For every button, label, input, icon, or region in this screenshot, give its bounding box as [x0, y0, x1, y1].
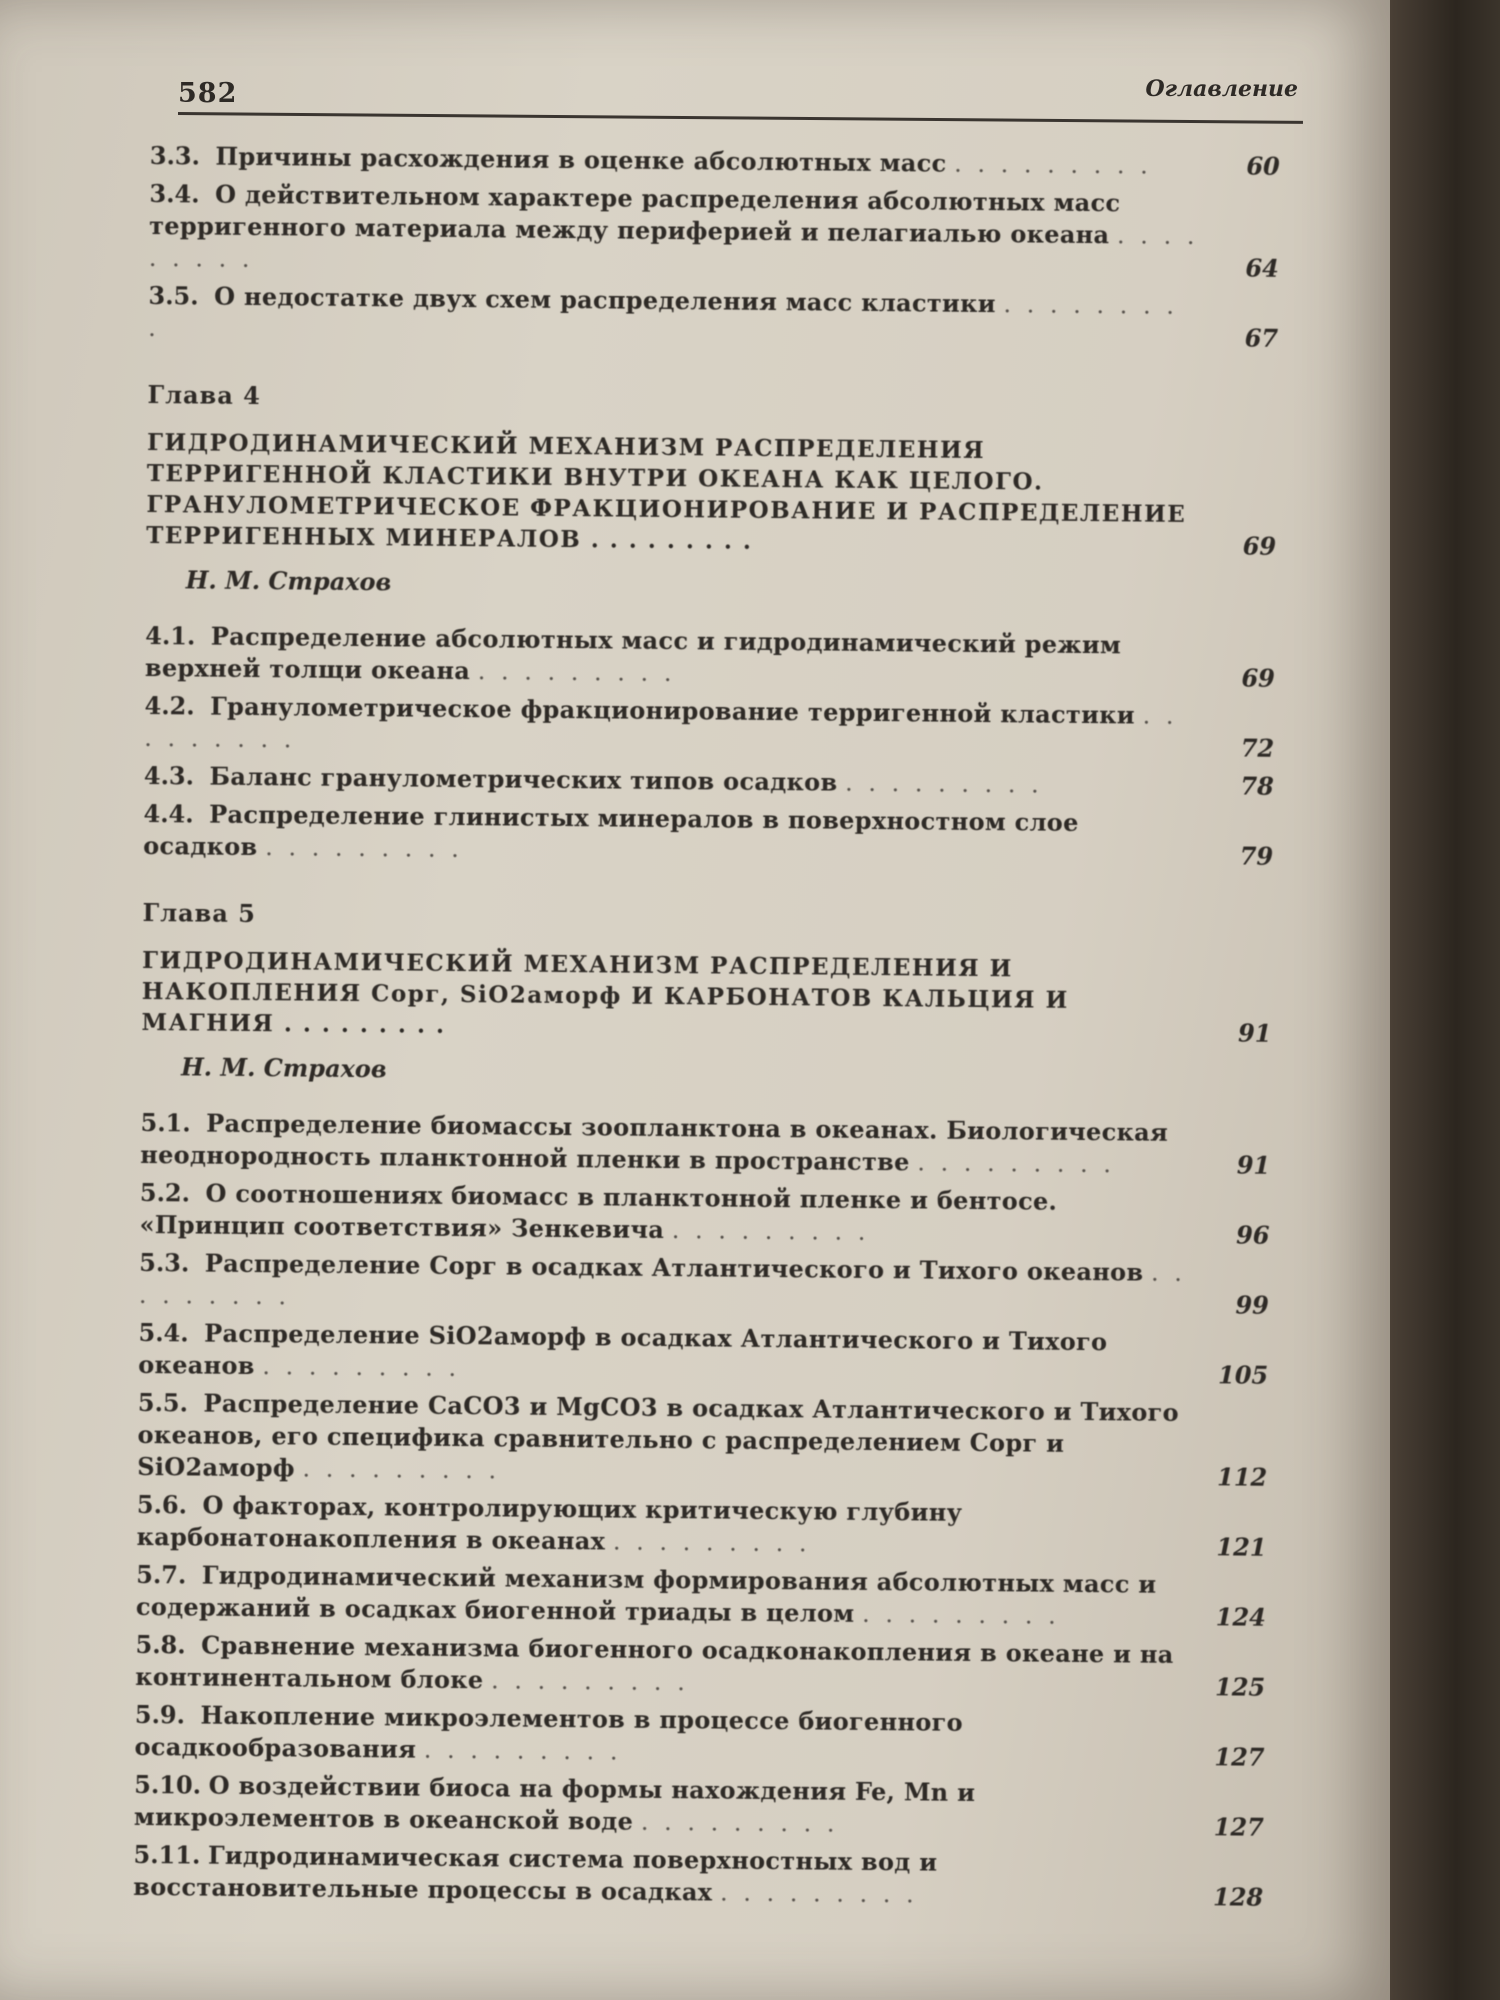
toc-entry — [149, 178, 1280, 285]
dot-leader: . . . . . . . . . — [265, 833, 463, 864]
entry-title: Гидродинамическая система поверхностных вод и восстановительные процессы в осадках — [133, 1840, 938, 1907]
toc-entry — [148, 280, 1279, 355]
chapter-author: Н. М. Страхов — [185, 565, 392, 597]
chapter-author: Н. М. Страхов — [180, 1052, 387, 1084]
entry-page: 127 — [1214, 1742, 1265, 1772]
entry-title: Распределение Сорг в осадках Атлантического и Тихого океанов — [204, 1248, 1144, 1287]
entry-title: Распределение SiO2аморф в осадках Атлантического и Тихого океанов — [138, 1318, 1108, 1381]
dot-leader: . . . . . . . . . — [477, 657, 676, 688]
entry-title: Распределение абсолютных масс и гидродинамический режим верхней толщи океана — [144, 621, 1122, 686]
entry-page: 128 — [1212, 1882, 1264, 1912]
toc-entry — [143, 798, 1274, 873]
toc-entry — [144, 760, 1274, 803]
entry-title: Накопление микроэлементов в процессе биогенного осадкообразования — [134, 1700, 964, 1764]
entry-page: 112 — [1216, 1462, 1268, 1492]
entry-title: Распределение CaCO3 и MgCO3 в осадках Атлантического и Тихого океанов, его специфика сравнительно с распределением Сорг и SiO2аморф — [137, 1388, 1180, 1483]
entry-number: 4.3. — [143, 760, 195, 791]
page-number: 582 — [178, 78, 238, 109]
toc-entry — [136, 1559, 1267, 1634]
dot-leader: . . . . . . . . . — [861, 1599, 1060, 1630]
entry-number: 5.6. — [136, 1489, 188, 1520]
entry-number: 5.4. — [138, 1317, 189, 1348]
entry-title: Баланс гранулометрических типов осадков — [209, 761, 838, 797]
entry-page: 67 — [1244, 323, 1279, 353]
entry-page: 64 — [1245, 253, 1279, 283]
dot-leader: . . . . . . . . . — [917, 1148, 1116, 1179]
chapter-title-text: ГИДРОДИНАМИЧЕСКИЙ МЕХАНИЗМ РАСПРЕДЕЛЕНИЯ И НАКОПЛЕНИЯ Сорг, SiO2аморф И КАРБОНАТОВ КАЛЬЦИЯ И МАГНИЯ — [141, 946, 1069, 1038]
entry-page: 91 — [1236, 1150, 1271, 1180]
entry-number: 5.11. — [133, 1839, 201, 1870]
toc-entry — [134, 1699, 1265, 1774]
toc-entry — [133, 1839, 1264, 1914]
entry-number: 3.5. — [148, 280, 199, 311]
running-head: Оглавление — [1145, 76, 1298, 102]
dot-leader: . . . . . . . . . — [148, 290, 1179, 343]
dot-leader: . . . . . . . . . — [283, 1010, 446, 1039]
toc-entry — [140, 1107, 1271, 1182]
chapter-page: 91 — [1237, 1018, 1272, 1048]
entry-title: О действительном характере распределения абсолютных масс терригенного материала между периферией и пелагиалью океана — [149, 179, 1121, 250]
toc-entry — [139, 1177, 1270, 1252]
entry-title: О факторах, контролирующих критическую глубину карбонатонакопления в океанах — [136, 1490, 963, 1556]
dot-leader: . . . . . . . . . — [954, 149, 1152, 180]
entry-page: 124 — [1215, 1602, 1267, 1632]
entry-page: 60 — [1246, 151, 1280, 181]
chapter-title — [146, 427, 1277, 562]
page-header — [178, 74, 1298, 114]
dot-leader: . . . . . . . . . — [590, 526, 753, 555]
entry-title: О воздействии биоса на формы нахождения Fe, Mn и микроэлементов в океанской воде — [133, 1770, 976, 1836]
toc-entry — [145, 620, 1276, 695]
dot-leader: . . . . . . . . . — [423, 1735, 622, 1766]
entry-page: 79 — [1239, 841, 1274, 871]
book-gutter — [1390, 0, 1500, 2000]
dot-leader: . . . . . . . . . — [640, 1807, 839, 1838]
dot-leader: . . . . . . . . . — [144, 701, 1178, 754]
entry-number: 5.7. — [136, 1559, 187, 1590]
entry-page: 69 — [1241, 663, 1276, 693]
entry-page: 99 — [1235, 1290, 1270, 1320]
entry-title: Распределение биомассы зоопланктона в океанах. Биологическая неоднородность планктонной пленки в пространстве — [140, 1108, 1169, 1177]
entry-page: 127 — [1213, 1812, 1264, 1842]
entry-title: Гидродинамический механизм формирования абсолютных масс и содержаний в осадках биогенной триады в целом — [135, 1560, 1157, 1628]
entry-number: 5.9. — [134, 1699, 186, 1730]
dot-leader: . . . . . . . . . — [844, 768, 1043, 799]
entry-title: Распределение глинистых минералов в поверхностном слое осадков — [143, 799, 1079, 862]
entry-page: 105 — [1217, 1360, 1269, 1390]
entry-page: 125 — [1214, 1672, 1266, 1702]
chapter-label: Глава 5 — [142, 897, 257, 929]
toc-entry — [136, 1489, 1267, 1564]
entry-page: 78 — [1240, 771, 1274, 801]
dot-leader: . . . . . . . . . — [302, 1454, 501, 1485]
entry-number: 4.1. — [145, 620, 196, 651]
dot-leader: . . . . . . . . . — [719, 1878, 918, 1909]
entry-number: 5.5. — [137, 1387, 189, 1418]
toc-entry — [134, 1769, 1265, 1844]
entry-title: Сравнение механизма биогенного осадконакопления в океане и на континентальном блоке — [135, 1630, 1174, 1695]
toc-entry — [138, 1317, 1269, 1392]
entry-page: 96 — [1235, 1220, 1270, 1250]
toc-entry — [139, 1247, 1270, 1322]
entry-number: 5.3. — [139, 1247, 190, 1278]
dot-leader: . . . . . . . . . — [148, 221, 1199, 273]
entry-number: 3.4. — [149, 178, 200, 209]
entry-page: 72 — [1240, 733, 1275, 763]
entry-page: 121 — [1216, 1532, 1267, 1562]
toc-content — [133, 140, 1280, 1920]
entry-title: О недостатке двух схем распределения масс кластики — [214, 281, 996, 319]
entry-number: 4.4. — [143, 798, 194, 829]
entry-number: 3.3. — [149, 140, 201, 171]
dot-leader: . . . . . . . . . — [671, 1216, 870, 1246]
toc-entry — [144, 690, 1275, 765]
entry-number: 4.2. — [144, 690, 195, 721]
entry-number: 5.2. — [139, 1177, 191, 1208]
entry-number: 5.10. — [134, 1769, 202, 1800]
chapter-label: Глава 4 — [147, 379, 262, 411]
entry-title: Причины расхождения в оценке абсолютных масс — [215, 141, 947, 178]
chapter-page: 69 — [1242, 531, 1277, 561]
entry-number: 5.1. — [140, 1107, 191, 1138]
chapter-title-text: ГИДРОДИНАМИЧЕСКИЙ МЕХАНИЗМ РАСПРЕДЕЛЕНИЯ ТЕРРИГЕННОЙ КЛАСТИКИ ВНУТРИ ОКЕАНА КАК ЦЕЛОГО. ГРАНУЛОМЕТРИЧЕСКОЕ ФРАКЦИОНИРОВАНИЕ И РАСПРЕДЕЛЕНИЕ ТЕРРИГЕННЫХ МИНЕРАЛОВ — [146, 428, 1187, 554]
chapter-title — [141, 945, 1272, 1049]
dot-leader: . . . . . . . . . — [262, 1352, 461, 1383]
toc-entry — [135, 1629, 1266, 1704]
entry-number: 5.8. — [135, 1629, 186, 1660]
dot-leader: . . . . . . . . . — [612, 1527, 811, 1558]
entry-title: Гранулометрическое фракционирование терригенной кластики — [210, 691, 1136, 730]
dot-leader: . . . . . . . . . — [490, 1666, 689, 1697]
entry-title: О соотношениях биомасс в планктонной пленке и бентосе. «Принцип соответствия» Зенкевича — [139, 1178, 1058, 1244]
toc-entry — [137, 1387, 1268, 1494]
dot-leader: . . . . . . . . . — [138, 1258, 1187, 1311]
